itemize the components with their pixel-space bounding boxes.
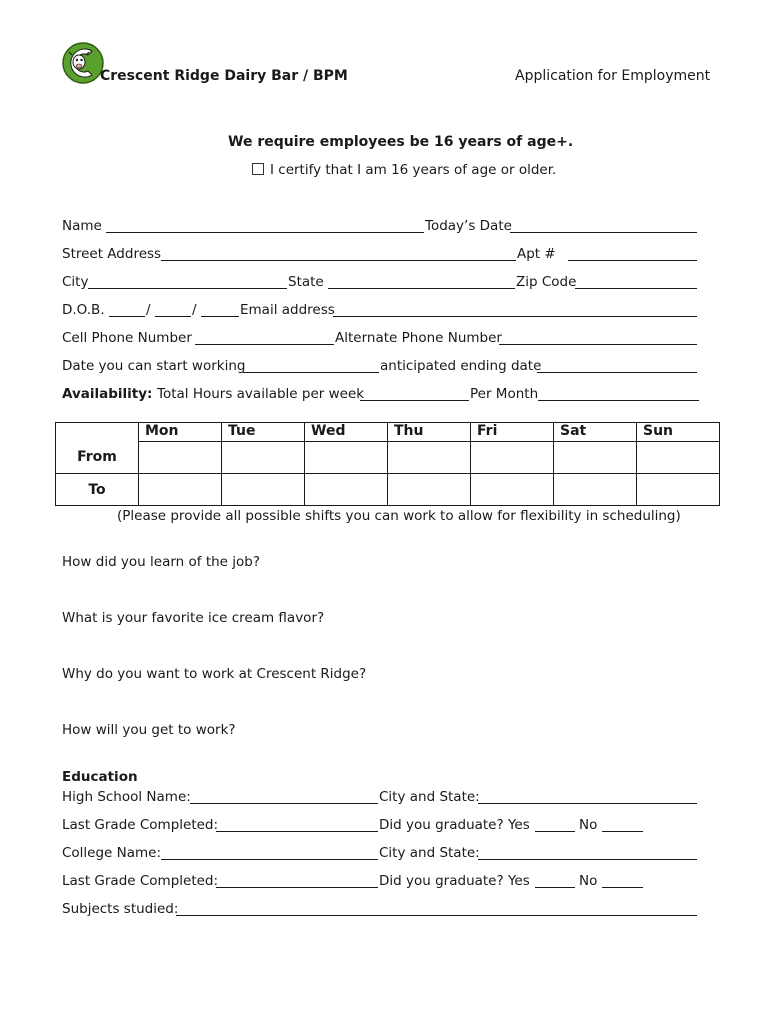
state-label: State xyxy=(288,274,324,290)
age-certify-row xyxy=(252,162,556,178)
hs-graduate-yes-field[interactable] xyxy=(535,831,575,832)
day-header-thu: Thu xyxy=(388,423,471,442)
question-transportation: How will you get to work? xyxy=(62,722,236,738)
per-month-field[interactable] xyxy=(538,400,699,401)
to-thu-cell[interactable] xyxy=(388,474,471,506)
hs-city-state-label: City and State: xyxy=(379,789,480,805)
college-last-grade-field[interactable] xyxy=(216,887,378,888)
dob-month-field[interactable] xyxy=(109,316,145,317)
day-header-mon: Mon xyxy=(139,423,222,442)
dob-separator: / xyxy=(146,302,151,318)
day-header-sun: Sun xyxy=(637,423,720,442)
hours-week-field[interactable] xyxy=(360,400,469,401)
hs-graduate-no-label: No xyxy=(579,817,598,833)
high-school-field[interactable] xyxy=(190,803,378,804)
hs-graduate-no-field[interactable] xyxy=(602,831,643,832)
college-graduate-no-label: No xyxy=(579,873,598,889)
college-field[interactable] xyxy=(161,859,378,860)
row-label-to: To xyxy=(56,474,139,506)
start-date-label: Date you can start working xyxy=(62,358,246,374)
hs-graduate-label: Did you graduate? Yes xyxy=(379,817,530,833)
from-sat-cell[interactable] xyxy=(554,442,637,474)
end-date-field[interactable] xyxy=(537,372,697,373)
table-row-to xyxy=(56,474,720,506)
dob-day-field[interactable] xyxy=(155,316,191,317)
row-label-from: From xyxy=(56,423,139,474)
hs-last-grade-label: Last Grade Completed: xyxy=(62,817,219,833)
street-label: Street Address xyxy=(62,246,162,262)
to-tue-cell[interactable] xyxy=(222,474,305,506)
availability-label: Availability: xyxy=(62,386,153,402)
email-field[interactable] xyxy=(333,316,697,317)
table-row-from xyxy=(56,442,720,474)
availability-table xyxy=(55,422,720,506)
cow-logo-icon xyxy=(62,42,104,84)
todays-date-label: Today’s Date xyxy=(425,218,512,234)
to-sat-cell[interactable] xyxy=(554,474,637,506)
from-fri-cell[interactable] xyxy=(471,442,554,474)
subjects-label: Subjects studied: xyxy=(62,901,179,917)
end-date-label: anticipated ending date xyxy=(380,358,542,374)
apt-field[interactable] xyxy=(568,260,697,261)
college-label: College Name: xyxy=(62,845,162,861)
college-graduate-no-field[interactable] xyxy=(602,887,643,888)
day-header-tue: Tue xyxy=(222,423,305,442)
from-sun-cell[interactable] xyxy=(637,442,720,474)
day-header-sat: Sat xyxy=(554,423,637,442)
age-requirement: We require employees be 16 years of age+. xyxy=(228,134,574,150)
age-certify-label: I certify that I am 16 years of age or older. xyxy=(270,162,557,178)
alt-phone-label: Alternate Phone Number xyxy=(335,330,502,346)
subjects-field[interactable] xyxy=(176,915,697,916)
alt-phone-field[interactable] xyxy=(499,344,697,345)
per-month-label: Per Month xyxy=(470,386,539,402)
college-city-state-label: City and State: xyxy=(379,845,480,861)
from-mon-cell[interactable] xyxy=(139,442,222,474)
question-why-work-here: Why do you want to work at Crescent Ridge? xyxy=(62,666,367,682)
to-mon-cell[interactable] xyxy=(139,474,222,506)
city-field[interactable] xyxy=(88,288,287,289)
from-tue-cell[interactable] xyxy=(222,442,305,474)
city-label: City xyxy=(62,274,89,290)
day-header-fri: Fri xyxy=(471,423,554,442)
education-heading: Education xyxy=(62,769,138,785)
to-sun-cell[interactable] xyxy=(637,474,720,506)
state-field[interactable] xyxy=(328,288,515,289)
age-certify-checkbox[interactable] xyxy=(252,163,264,175)
high-school-label: High School Name: xyxy=(62,789,191,805)
hs-city-state-field[interactable] xyxy=(478,803,697,804)
apt-label: Apt # xyxy=(517,246,556,262)
hs-last-grade-field[interactable] xyxy=(216,831,378,832)
schedule-note: (Please provide all possible shifts you can work to allow for flexibility in scheduling) xyxy=(117,508,681,524)
college-city-state-field[interactable] xyxy=(478,859,697,860)
dob-year-field[interactable] xyxy=(201,316,239,317)
name-label: Name xyxy=(62,218,102,234)
question-learn-of-job: How did you learn of the job? xyxy=(62,554,261,570)
start-date-field[interactable] xyxy=(243,372,379,373)
email-label: Email address xyxy=(240,302,335,318)
table-header-row xyxy=(56,423,720,442)
zip-field[interactable] xyxy=(575,288,697,289)
college-graduate-label: Did you graduate? Yes xyxy=(379,873,530,889)
dob-separator: / xyxy=(192,302,197,318)
street-field[interactable] xyxy=(161,260,516,261)
hours-week-label: Total Hours available per week xyxy=(157,386,365,402)
dob-label: D.O.B. xyxy=(62,302,105,318)
todays-date-field[interactable] xyxy=(510,232,697,233)
cell-phone-label: Cell Phone Number xyxy=(62,330,192,346)
from-wed-cell[interactable] xyxy=(305,442,388,474)
form-title: Application for Employment xyxy=(515,68,711,84)
company-name: Crescent Ridge Dairy Bar / BPM xyxy=(100,68,348,84)
from-thu-cell[interactable] xyxy=(388,442,471,474)
name-field[interactable] xyxy=(106,232,424,233)
question-favorite-flavor: What is your favorite ice cream flavor? xyxy=(62,610,325,626)
college-last-grade-label: Last Grade Completed: xyxy=(62,873,219,889)
college-graduate-yes-field[interactable] xyxy=(535,887,575,888)
zip-label: Zip Code xyxy=(516,274,577,290)
to-fri-cell[interactable] xyxy=(471,474,554,506)
day-header-wed: Wed xyxy=(305,423,388,442)
to-wed-cell[interactable] xyxy=(305,474,388,506)
cell-phone-field[interactable] xyxy=(195,344,334,345)
